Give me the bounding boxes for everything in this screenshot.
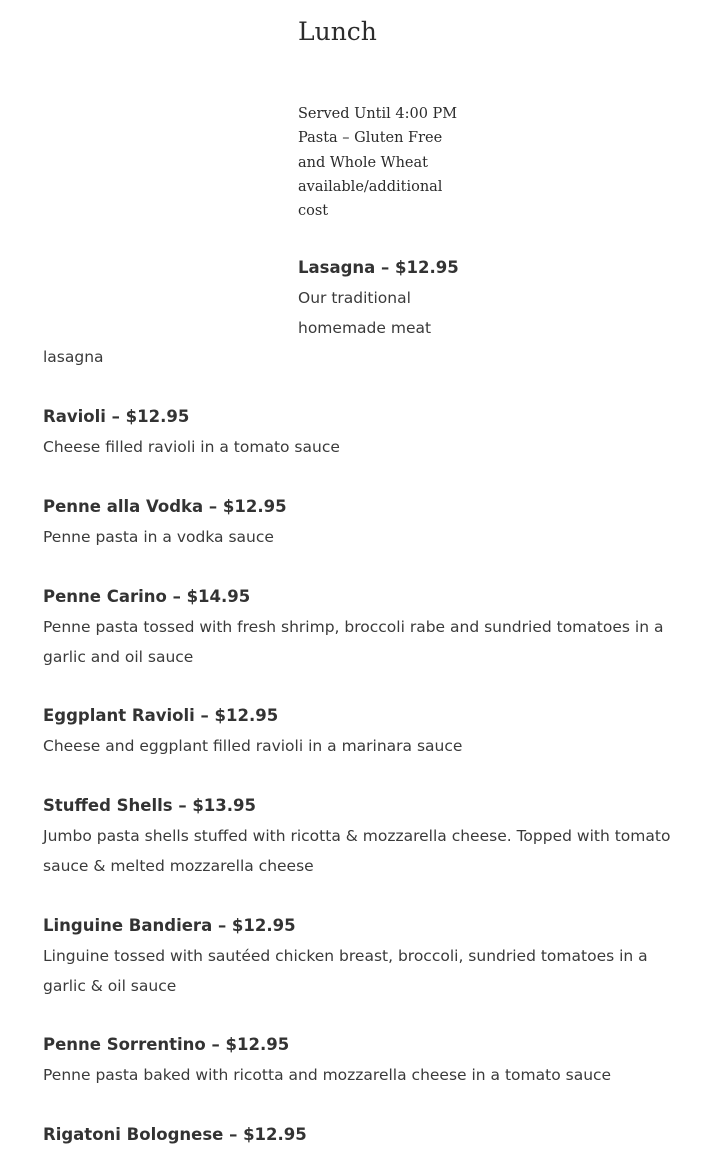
menu-item-name-rigatoni-bolognese: Rigatoni Bolognese – $12.95 — [43, 1125, 307, 1144]
menu-item-name-penne-alla-vodka: Penne alla Vodka – $12.95 — [43, 497, 287, 516]
menu-item-name-eggplant-ravioli: Eggplant Ravioli – $12.95 — [43, 706, 279, 725]
menu-item-name-linguine-bandiera: Linguine Bandiera – $12.95 — [43, 916, 296, 935]
menu-item-description-linguine-bandiera: Linguine tossed with sautéed chicken breast, broccoli, sundried tomatoes in a garlic & oil sauce — [43, 947, 648, 995]
menu-item-description-eggplant-ravioli: Cheese and eggplant filled ravioli in a marinara sauce — [43, 737, 463, 755]
menu-item-name-lasagna: Lasagna – $12.95 — [298, 258, 459, 277]
note-line: Served Until 4:00 PM — [298, 106, 458, 122]
service-note — [298, 102, 470, 223]
note-line: cost — [298, 203, 329, 220]
note-line: and Whole Wheat — [298, 154, 428, 171]
menu-item-name-penne-sorrentino: Penne Sorrentino – $12.95 — [43, 1035, 290, 1054]
note-line: Pasta – Gluten Free — [298, 130, 443, 147]
menu-item-name-ravioli: Ravioli – $12.95 — [43, 407, 190, 426]
menu-item-name-stuffed-shells: Stuffed Shells – $13.95 — [43, 796, 256, 815]
page-title: Lunch — [298, 17, 377, 46]
menu-item-description-stuffed-shells: Jumbo pasta shells stuffed with ricotta & mozzarella cheese. Topped with tomato sauce & melted mozzarella cheese — [43, 827, 671, 875]
menu-item-description-penne-carino: Penne pasta tossed with fresh shrimp, broccoli rabe and sundried tomatoes in a garlic and oil sauce — [43, 618, 664, 666]
note-line: available/additional — [298, 178, 443, 195]
description-line: homemade meat — [298, 319, 432, 337]
menu-item-description-penne-alla-vodka: Penne pasta in a vodka sauce — [43, 528, 274, 546]
menu-item-description-ravioli: Cheese filled ravioli in a tomato sauce — [43, 438, 340, 456]
description-line: lasagna — [43, 348, 104, 366]
menu-item-description-penne-sorrentino: Penne pasta baked with ricotta and mozzarella cheese in a tomato sauce — [43, 1066, 612, 1084]
description-line: Our traditional — [298, 289, 411, 307]
menu-item-name-penne-carino: Penne Carino – $14.95 — [43, 587, 251, 606]
